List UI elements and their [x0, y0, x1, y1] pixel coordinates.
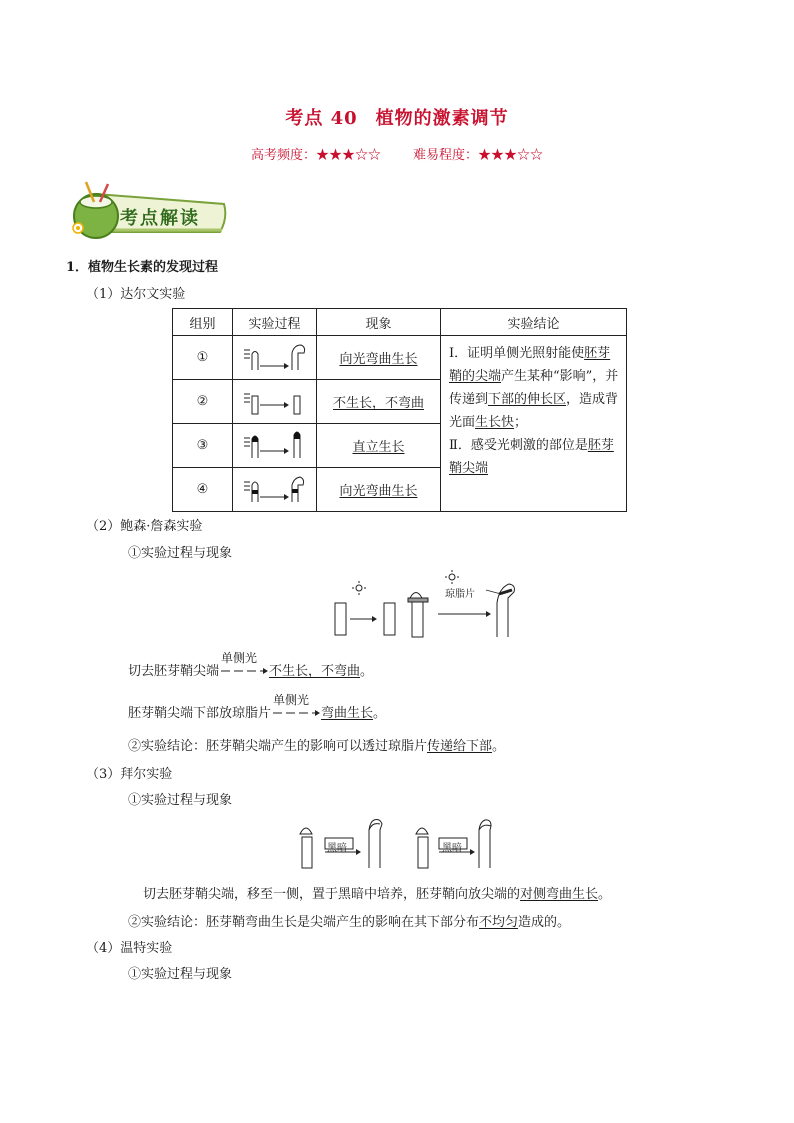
paal-conclusion: ②实验结论：胚芽鞘弯曲生长是尖端产生的影响在其下部分布不均匀造成的。	[128, 915, 571, 930]
result-cell: 向光弯曲生长	[317, 336, 441, 380]
col-group: 组别	[173, 309, 233, 336]
coleoptile-diagram-2	[240, 385, 310, 415]
result-cell: 向光弯曲生长	[317, 468, 441, 512]
boysen-heading: （2）鲍森·詹森实验	[86, 519, 203, 534]
boysen-line-2: 胚芽鞘尖端下部放琼脂片 单侧光 弯曲生长。	[128, 693, 387, 721]
process-cell	[233, 380, 317, 424]
coleoptile-diagram-4	[240, 473, 310, 503]
paal-heading: （3）拜尔实验	[86, 767, 173, 782]
group-cell: ④	[173, 468, 233, 512]
darwin-table	[172, 308, 627, 512]
darwin-heading: （1）达尔文实验	[86, 287, 186, 302]
rating-line	[0, 144, 794, 163]
frequency-stars: ★★★☆☆	[315, 148, 381, 163]
title-topic: 植物的激素调节	[375, 108, 509, 129]
process-cell	[233, 468, 317, 512]
dark-label-2: 黑暗	[442, 843, 462, 854]
sun-icon	[352, 581, 366, 595]
sun-icon	[445, 570, 459, 584]
process-cell	[233, 336, 317, 380]
coleoptile-diagram-3	[240, 429, 310, 459]
col-process: 实验过程	[233, 309, 317, 336]
went-sub: ①实验过程与现象	[128, 967, 233, 982]
boysen-sub: ①实验过程与现象	[128, 546, 233, 561]
section-heading: 1．植物生长素的发现过程	[66, 260, 219, 275]
col-result: 现象	[317, 309, 441, 336]
result-cell: 直立生长	[317, 424, 441, 468]
table-header-row	[173, 309, 627, 336]
paal-sub: ①实验过程与现象	[128, 793, 233, 808]
difficulty-stars: ★★★☆☆	[478, 148, 544, 163]
group-cell: ③	[173, 424, 233, 468]
boysen-conclusion: ②实验结论：胚芽鞘尖端产生的影响可以透过琼脂片传递给下部。	[128, 739, 506, 754]
dark-label-1: 黑暗	[327, 843, 347, 854]
badge-label: 考点解读	[120, 208, 200, 229]
section-badge	[66, 180, 230, 240]
page-title	[0, 104, 794, 130]
process-cell	[233, 424, 317, 468]
col-conclusion: 实验结论	[441, 309, 627, 336]
title-number: 考点 40	[285, 108, 358, 129]
coleoptile-diagram-1	[240, 341, 310, 371]
frequency-label: 高考频度：	[250, 148, 316, 163]
result-cell: 不生长，不弯曲	[317, 380, 441, 424]
conclusion-cell: Ⅰ．证明单侧光照射能使胚芽鞘的尖端产生某种“影响”，并传递到下部的伸长区，造成背光面生长快； Ⅱ．感受光刺激的部位是胚芽鞘尖端	[441, 336, 627, 512]
agar-label: 琼脂片	[445, 589, 475, 600]
group-cell: ①	[173, 336, 233, 380]
difficulty-label: 难易程度：	[413, 148, 479, 163]
boysen-line-1: 切去胚芽鞘尖端 单侧光 不生长，不弯曲。	[128, 651, 374, 679]
group-cell: ②	[173, 380, 233, 424]
paal-line: 切去胚芽鞘尖端，移至一侧，置于黑暗中培养，胚芽鞘向放尖端的对侧弯曲生长。	[143, 887, 612, 902]
boysen-diagram	[326, 568, 526, 640]
went-heading: （4）温特实验	[86, 941, 173, 956]
table-row	[173, 336, 627, 380]
